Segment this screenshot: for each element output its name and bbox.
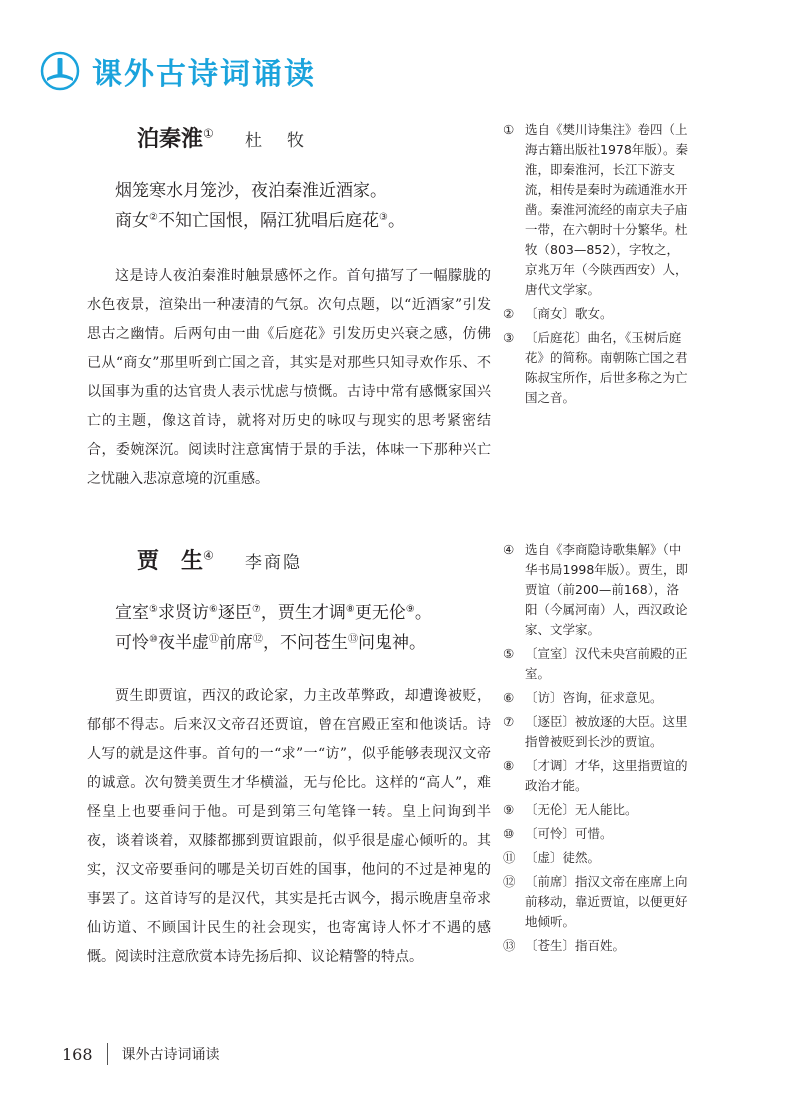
poem-text: ，贾生才调 <box>260 603 346 623</box>
footnote-text: 〔可怜〕可惜。 <box>525 826 613 841</box>
poem-text: 逐臣 <box>217 603 252 623</box>
poem-text: 商女 <box>115 211 149 231</box>
footnote-text: 〔前席〕指汉文帝在座席上向前移动，靠近贾谊，以便更好地倾听。 <box>525 874 688 929</box>
book-reading-icon <box>40 51 80 91</box>
footnote <box>503 756 689 796</box>
poem-text: 更无伦 <box>354 603 406 623</box>
poem-text: 烟笼寒水月笼沙，夜泊秦淮近酒家。 <box>115 181 387 201</box>
footnote-text: 〔后庭花〕曲名，《玉树后庭花》的简称。南朝陈亡国之君陈叔宝所作，后世多称之为亡国之音。 <box>525 330 688 405</box>
footnote <box>503 848 689 868</box>
footnote-number: ⑪ <box>503 850 516 865</box>
footnote <box>503 800 689 820</box>
footnote-marker: ⑦ <box>251 604 261 615</box>
poem-text: 夜半虚 <box>157 633 209 653</box>
poem-line <box>115 598 432 623</box>
footnote-number: ⑧ <box>503 758 515 773</box>
footnote <box>503 328 689 408</box>
footnote-marker: ⑧ <box>345 604 355 615</box>
poem-line <box>115 628 426 653</box>
footnote-number: ③ <box>503 330 515 345</box>
footnote-number: ⑫ <box>503 874 516 889</box>
footnote-number: ① <box>503 122 515 137</box>
footnote-marker: ⑩ <box>149 634 158 645</box>
poem-text: 可怜 <box>115 633 149 653</box>
section-title: 课外古诗词诵读 <box>92 57 316 92</box>
poem-text: 求贤访 <box>157 603 209 623</box>
footnote-number: ② <box>503 306 515 321</box>
footnote-marker: ② <box>149 212 158 223</box>
footnote-marker: ⑫ <box>252 634 263 645</box>
poem-line <box>115 206 405 231</box>
footnote <box>503 872 689 932</box>
poem-line <box>115 176 387 201</box>
footnote-number: ④ <box>503 542 515 557</box>
poem-text: 。 <box>414 603 432 623</box>
footnote <box>503 712 689 752</box>
footnote-number: ⑩ <box>503 826 515 841</box>
footnote-marker: ⑤ <box>149 604 158 615</box>
footnote-text: 〔访〕咨询，征求意见。 <box>525 690 663 705</box>
poem-text: 。 <box>387 211 405 231</box>
poem-title: 贾 生④ <box>137 548 214 574</box>
footnote-number: ⑥ <box>503 690 515 705</box>
poem-text: 问鬼神。 <box>357 633 426 653</box>
footer-divider <box>107 1043 108 1065</box>
poem-text: 前席 <box>218 633 253 653</box>
section-header <box>40 48 316 94</box>
poem-text: ，不问苍生 <box>262 633 348 653</box>
poem-commentary: 贾生即贾谊，西汉的政论家，力主改革弊政，却遭谗被贬，郁郁不得志。后来汉文帝召还贾谊，曾在宫殿正室和他谈话。诗人写的就是这件事。首句的一“求”一“访”，似乎能够表现汉文帝的诚意。次句赞美贾生才华横溢，无与伦比。这样的“高人”，难怪皇上也要垂问于他。可是到第三句笔锋一转。皇上问询到半夜，谈着谈着，双膝都挪到贾谊跟前，似乎很是虚心倾听的。其实，汉文帝要垂问的哪是关切百姓的国事，他问的不过是神鬼的事罢了。这首诗写的是汉代，其实是托古讽今，揭示晚唐皇帝求仙访道、不顾国计民生的社会现实，也寄寓诗人怀才不遇的感慨。阅读时注意欣赏本诗先扬后抑、议论精警的特点。 <box>87 688 491 965</box>
footnote-text: 〔商女〕歌女。 <box>525 306 613 321</box>
footnote-marker: ⑥ <box>208 604 218 615</box>
footnote-text: 选自《李商隐诗歌集解》（中华书局1998年版）。贾生，即贾谊（前200—前168），洛阳（今属河南）人，西汉政论家、文学家。 <box>525 542 689 637</box>
footnote-text: 〔才调〕才华，这里指贾谊的政治才能。 <box>525 758 688 793</box>
footnote-text: 〔逐臣〕被放逐的大臣。这里指曾被贬到长沙的贾谊。 <box>525 714 688 749</box>
footnote-list <box>503 540 689 960</box>
footnote-marker: ③ <box>378 212 388 223</box>
poem-author: 李商隐 <box>245 553 302 573</box>
footnote-marker: ⑬ <box>347 634 358 645</box>
footer-label: 课外古诗词诵读 <box>121 1047 220 1063</box>
footnote-text: 〔苍生〕指百姓。 <box>525 938 626 953</box>
footnote <box>503 688 689 708</box>
footnote-marker: ④ <box>203 548 214 563</box>
footnote <box>503 936 689 956</box>
footnote-number: ⑦ <box>503 714 515 729</box>
footnote <box>503 304 689 324</box>
poem-author: 杜 牧 <box>245 131 308 151</box>
footnote-number: ⑬ <box>503 938 516 953</box>
footnote-marker: ① <box>203 126 214 141</box>
page-footer <box>62 1040 220 1068</box>
footnote <box>503 120 689 300</box>
footnote <box>503 540 689 640</box>
poem-text: 宣室 <box>115 603 149 623</box>
footnote-text: 〔无伦〕无人能比。 <box>525 802 638 817</box>
footnote-text: 〔虚〕徒然。 <box>525 850 601 865</box>
footnote-number: ⑤ <box>503 646 515 661</box>
footnote-number: ⑨ <box>503 802 515 817</box>
footnote-text: 〔宣室〕汉代未央宫前殿的正室。 <box>525 646 688 681</box>
poem-title: 泊秦淮① <box>137 126 214 152</box>
poem-text: 不知亡国恨，隔江犹唱后庭花 <box>157 211 379 231</box>
footnote-marker: ⑪ <box>208 634 219 645</box>
footnote-list <box>503 120 689 412</box>
page-number: 168 <box>62 1044 93 1064</box>
footnote <box>503 824 689 844</box>
poem-commentary: 这是诗人夜泊秦淮时触景感怀之作。首句描写了一幅朦胧的水色夜景，渲染出一种凄清的气氛。次句点题，以“近酒家”引发思古之幽情。后两句由一曲《后庭花》引发历史兴衰之感，仿佛已从“商女”那里听到亡国之音，其实是对那些只知寻欢作乐、不以国事为重的达官贵人表示忧虑与愤慨。古诗中常有感慨家国兴亡的主题，像这首诗，就将对历史的咏叹与现实的思考紧密结合，委婉深沉。阅读时注意寓情于景的手法，体味一下那种兴亡之忧融入悲凉意境的沉重感。 <box>87 268 491 487</box>
footnote <box>503 644 689 684</box>
footnote-marker: ⑨ <box>405 604 415 615</box>
footnote-text: 选自《樊川诗集注》卷四（上海古籍出版社1978年版）。秦淮，即秦淮河，长江下游支流，相传是秦时为疏通淮水开凿。秦淮河流经的南京夫子庙一带，在六朝时十分繁华。杜牧（803—852），字牧之，京兆万年（今陕西西安）人，唐代文学家。 <box>525 122 689 297</box>
